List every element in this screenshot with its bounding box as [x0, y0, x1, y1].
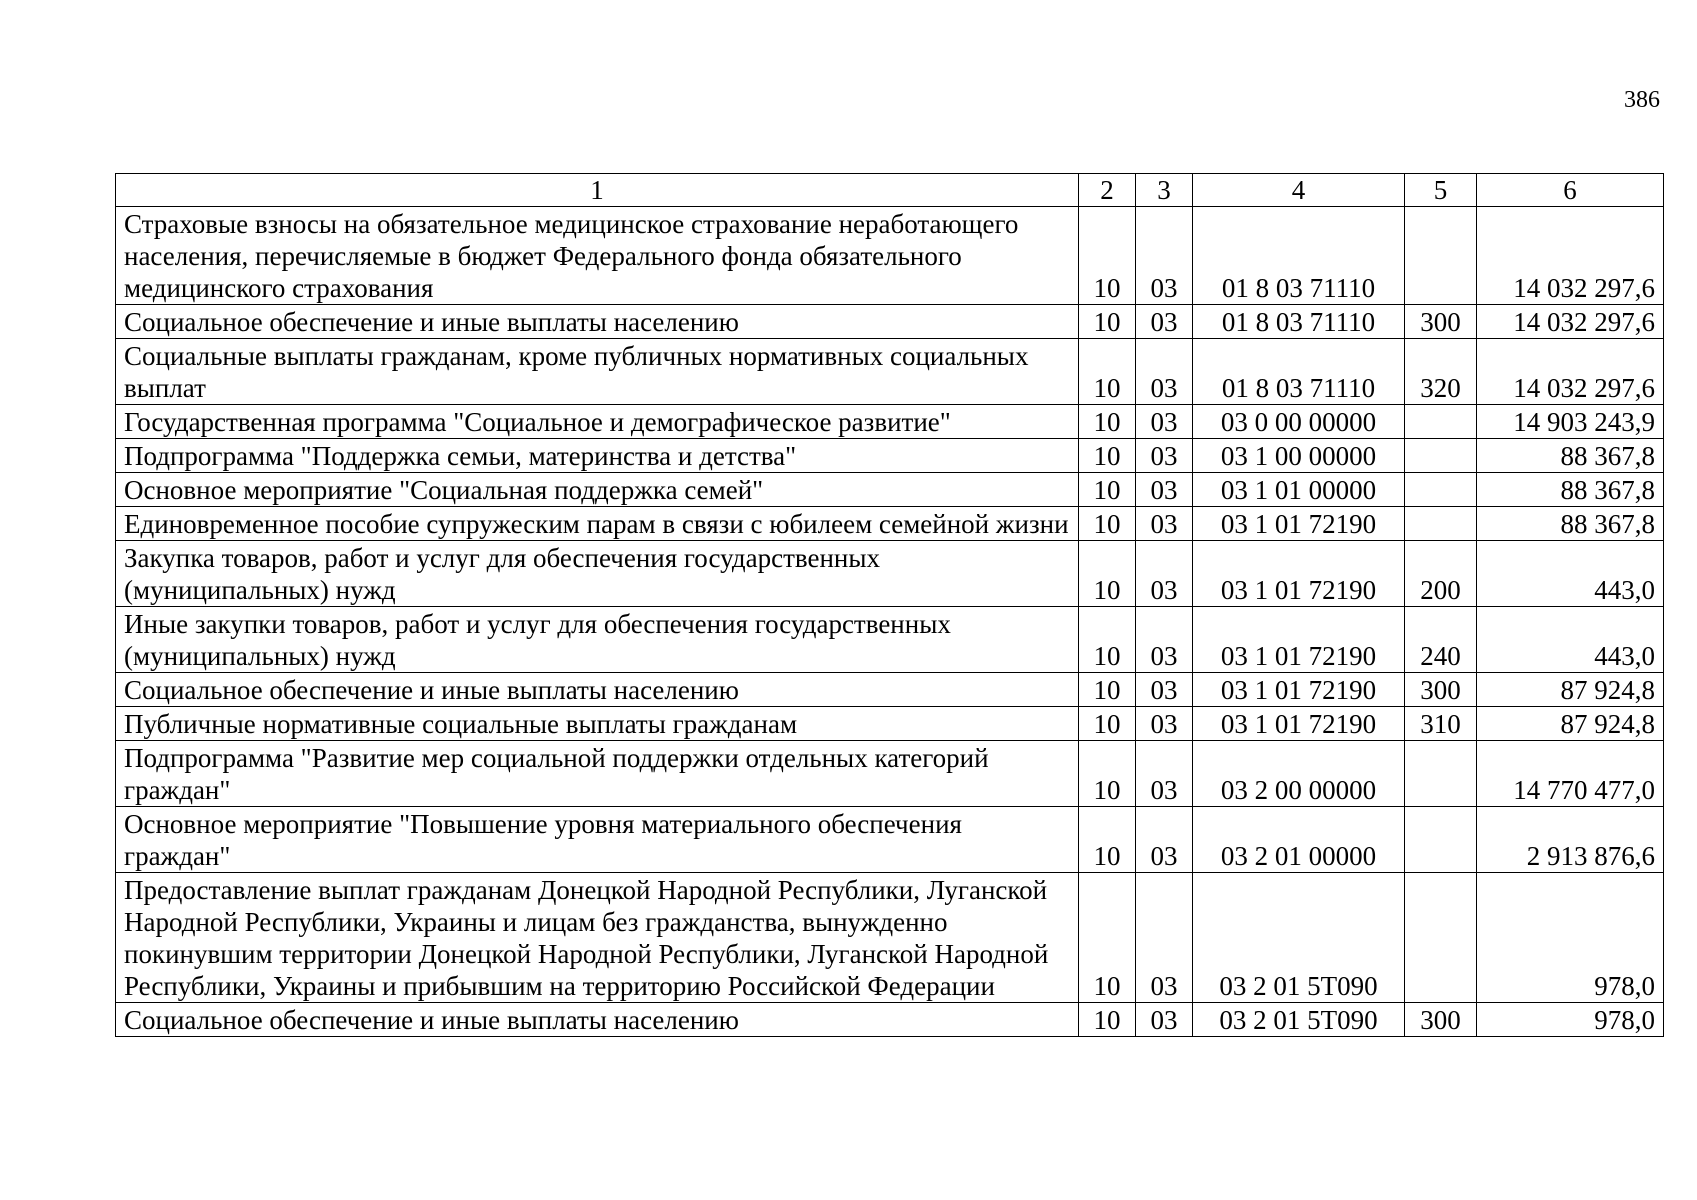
expense-type-cell	[1405, 741, 1477, 807]
row-name-cell: Социальное обеспечение и иные выплаты населению	[116, 673, 1079, 707]
subsection-code-cell: 03	[1136, 305, 1193, 339]
section-code-cell: 10	[1079, 541, 1136, 607]
amount-cell: 87 924,8	[1477, 673, 1664, 707]
amount-cell: 443,0	[1477, 541, 1664, 607]
target-article-cell: 03 2 01 5Т090	[1193, 873, 1405, 1003]
target-article-cell: 03 1 01 72190	[1193, 607, 1405, 673]
expense-type-cell: 240	[1405, 607, 1477, 673]
table-row	[116, 607, 1664, 673]
subsection-code-cell: 03	[1136, 807, 1193, 873]
section-code-cell: 10	[1079, 405, 1136, 439]
section-code-cell: 10	[1079, 507, 1136, 541]
amount-cell: 14 032 297,6	[1477, 207, 1664, 305]
amount-cell: 88 367,8	[1477, 439, 1664, 473]
subsection-code-cell: 03	[1136, 405, 1193, 439]
row-name-cell: Подпрограмма "Поддержка семьи, материнства и детства"	[116, 439, 1079, 473]
section-code-cell: 10	[1079, 607, 1136, 673]
subsection-code-cell: 03	[1136, 541, 1193, 607]
budget-table	[115, 173, 1664, 1037]
table-row	[116, 305, 1664, 339]
target-article-cell: 01 8 03 71110	[1193, 207, 1405, 305]
subsection-code-cell: 03	[1136, 741, 1193, 807]
section-code-cell: 10	[1079, 207, 1136, 305]
section-code-cell: 10	[1079, 673, 1136, 707]
amount-cell: 87 924,8	[1477, 707, 1664, 741]
target-article-cell: 03 1 01 00000	[1193, 473, 1405, 507]
subsection-code-cell: 03	[1136, 473, 1193, 507]
target-article-cell: 03 2 01 00000	[1193, 807, 1405, 873]
row-name-cell: Социальные выплаты гражданам, кроме публичных нормативных социальных выплат	[116, 339, 1079, 405]
table-row	[116, 207, 1664, 305]
column-header: 3	[1136, 174, 1193, 207]
expense-type-cell: 300	[1405, 673, 1477, 707]
target-article-cell: 03 1 01 72190	[1193, 707, 1405, 741]
target-article-cell: 01 8 03 71110	[1193, 339, 1405, 405]
expense-type-cell	[1405, 507, 1477, 541]
subsection-code-cell: 03	[1136, 1003, 1193, 1037]
table-row	[116, 1003, 1664, 1037]
column-header: 4	[1193, 174, 1405, 207]
subsection-code-cell: 03	[1136, 507, 1193, 541]
section-code-cell: 10	[1079, 707, 1136, 741]
table-body	[116, 207, 1664, 1037]
target-article-cell: 03 2 00 00000	[1193, 741, 1405, 807]
section-code-cell: 10	[1079, 807, 1136, 873]
row-name-cell: Публичные нормативные социальные выплаты гражданам	[116, 707, 1079, 741]
subsection-code-cell: 03	[1136, 607, 1193, 673]
expense-type-cell	[1405, 405, 1477, 439]
expense-type-cell	[1405, 807, 1477, 873]
section-code-cell: 10	[1079, 873, 1136, 1003]
row-name-cell: Основное мероприятие "Повышение уровня материального обеспечения граждан"	[116, 807, 1079, 873]
target-article-cell: 03 1 01 72190	[1193, 673, 1405, 707]
amount-cell: 443,0	[1477, 607, 1664, 673]
row-name-cell: Основное мероприятие "Социальная поддержка семей"	[116, 473, 1079, 507]
section-code-cell: 10	[1079, 305, 1136, 339]
section-code-cell: 10	[1079, 1003, 1136, 1037]
subsection-code-cell: 03	[1136, 707, 1193, 741]
target-article-cell: 03 1 00 00000	[1193, 439, 1405, 473]
table-row	[116, 873, 1664, 1003]
row-name-cell: Иные закупки товаров, работ и услуг для обеспечения государственных (муниципальных) нужд	[116, 607, 1079, 673]
table-row	[116, 741, 1664, 807]
header-row	[116, 174, 1664, 207]
amount-cell: 978,0	[1477, 873, 1664, 1003]
amount-cell: 88 367,8	[1477, 473, 1664, 507]
section-code-cell: 10	[1079, 741, 1136, 807]
target-article-cell: 03 2 01 5Т090	[1193, 1003, 1405, 1037]
section-code-cell: 10	[1079, 473, 1136, 507]
row-name-cell: Подпрограмма "Развитие мер социальной поддержки отдельных категорий граждан"	[116, 741, 1079, 807]
expense-type-cell: 300	[1405, 1003, 1477, 1037]
expense-type-cell	[1405, 873, 1477, 1003]
subsection-code-cell: 03	[1136, 673, 1193, 707]
target-article-cell: 03 1 01 72190	[1193, 541, 1405, 607]
table-row	[116, 339, 1664, 405]
table-row	[116, 439, 1664, 473]
row-name-cell: Социальное обеспечение и иные выплаты населению	[116, 305, 1079, 339]
target-article-cell: 01 8 03 71110	[1193, 305, 1405, 339]
amount-cell: 14 032 297,6	[1477, 305, 1664, 339]
amount-cell: 14 903 243,9	[1477, 405, 1664, 439]
row-name-cell: Закупка товаров, работ и услуг для обеспечения государственных (муниципальных) нужд	[116, 541, 1079, 607]
column-header: 5	[1405, 174, 1477, 207]
row-name-cell: Предоставление выплат гражданам Донецкой Народной Республики, Луганской Народной Республики, Украины и лицам без гражданства, вынужденно покинувшим территории Донецкой Народной Республики, Луганской Народной Республики, Украины и прибывшим на территорию Российской Федерации	[116, 873, 1079, 1003]
amount-cell: 978,0	[1477, 1003, 1664, 1037]
table-row	[116, 707, 1664, 741]
expense-type-cell: 200	[1405, 541, 1477, 607]
expense-type-cell: 320	[1405, 339, 1477, 405]
table-row	[116, 405, 1664, 439]
expense-type-cell	[1405, 207, 1477, 305]
table-row	[116, 807, 1664, 873]
table-row	[116, 473, 1664, 507]
column-header: 2	[1079, 174, 1136, 207]
row-name-cell: Социальное обеспечение и иные выплаты населению	[116, 1003, 1079, 1037]
section-code-cell: 10	[1079, 339, 1136, 405]
row-name-cell: Страховые взносы на обязательное медицинское страхование неработающего населения, перечисляемые в бюджет Федерального фонда обязательного медицинского страхования	[116, 207, 1079, 305]
table-row	[116, 541, 1664, 607]
row-name-cell: Государственная программа "Социальное и демографическое развитие"	[116, 405, 1079, 439]
subsection-code-cell: 03	[1136, 439, 1193, 473]
subsection-code-cell: 03	[1136, 873, 1193, 1003]
column-header: 6	[1477, 174, 1664, 207]
expense-type-cell	[1405, 439, 1477, 473]
subsection-code-cell: 03	[1136, 207, 1193, 305]
column-header: 1	[116, 174, 1079, 207]
expense-type-cell: 310	[1405, 707, 1477, 741]
subsection-code-cell: 03	[1136, 339, 1193, 405]
table-row	[116, 673, 1664, 707]
amount-cell: 14 032 297,6	[1477, 339, 1664, 405]
section-code-cell: 10	[1079, 439, 1136, 473]
row-name-cell: Единовременное пособие супружеским парам в связи с юбилеем семейной жизни	[116, 507, 1079, 541]
target-article-cell: 03 1 01 72190	[1193, 507, 1405, 541]
expense-type-cell	[1405, 473, 1477, 507]
expense-type-cell: 300	[1405, 305, 1477, 339]
page-number: 386	[1624, 87, 1660, 113]
amount-cell: 2 913 876,6	[1477, 807, 1664, 873]
target-article-cell: 03 0 00 00000	[1193, 405, 1405, 439]
table-row	[116, 507, 1664, 541]
amount-cell: 88 367,8	[1477, 507, 1664, 541]
amount-cell: 14 770 477,0	[1477, 741, 1664, 807]
